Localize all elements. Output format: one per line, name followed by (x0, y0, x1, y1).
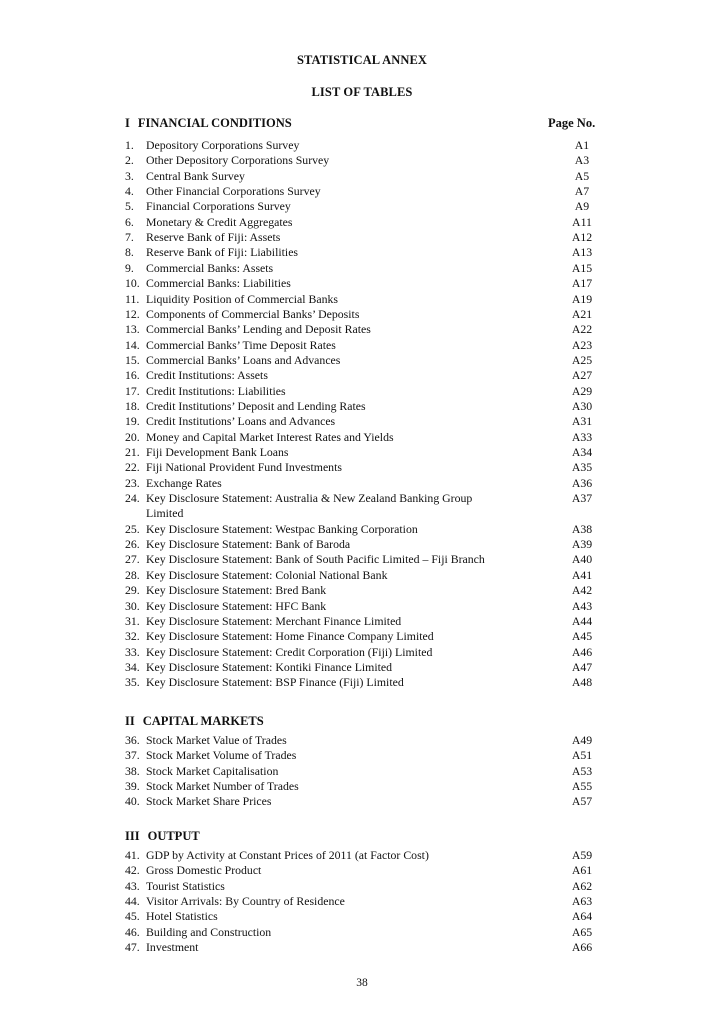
toc-row-title: Key Disclosure Statement: Colonial National Bank (146, 568, 388, 582)
toc-row-number: 15. (125, 353, 140, 367)
toc-row-page: A42 (571, 583, 593, 597)
toc-row-title: Stock Market Share Prices (146, 794, 272, 808)
toc-row-page: A3 (574, 153, 590, 167)
toc-row-title: Monetary & Credit Aggregates (146, 215, 293, 229)
toc-row (125, 599, 600, 614)
toc-row-title: Investment (146, 940, 199, 954)
toc-row (125, 894, 600, 909)
section-numeral: III (125, 829, 140, 843)
section-heading (125, 714, 264, 729)
toc-row (125, 384, 600, 399)
toc-row-page: A38 (571, 522, 593, 536)
toc-row-title: Building and Construction (146, 925, 272, 939)
toc-row (125, 460, 600, 475)
toc-row (125, 863, 600, 878)
toc-row (125, 675, 600, 690)
toc-row-number: 23. (125, 476, 140, 490)
toc-row-number: 34. (125, 660, 140, 674)
toc-row (125, 245, 600, 260)
toc-row-number: 27. (125, 552, 140, 566)
toc-row-number: 1. (125, 138, 134, 152)
toc-row-page: A22 (571, 322, 593, 336)
toc-row-number: 25. (125, 522, 140, 536)
toc-row-title: Fiji National Provident Fund Investments (146, 460, 342, 474)
toc-row-title: Key Disclosure Statement: Australia & New Zealand Banking Group (146, 491, 473, 505)
toc-row (125, 764, 600, 779)
toc-row (125, 848, 600, 863)
toc-row (125, 184, 600, 199)
toc-row (125, 552, 600, 567)
toc-row (125, 430, 600, 445)
toc-row-page: A34 (571, 445, 593, 459)
toc-row-title: Depository Corporations Survey (146, 138, 300, 152)
toc-row-page: A41 (571, 568, 593, 582)
section-name: FINANCIAL CONDITIONS (137, 116, 292, 130)
toc-row-number: 6. (125, 215, 134, 229)
toc-row-title: Money and Capital Market Interest Rates and Yields (146, 430, 394, 444)
list-of-tables-heading: LIST OF TABLES (311, 85, 413, 99)
toc-row-number: 46. (125, 925, 140, 939)
toc-row-number: 32. (125, 629, 140, 643)
toc-row-title: Credit Institutions’ Deposit and Lending Rates (146, 399, 366, 413)
toc-row-page: A53 (571, 764, 593, 778)
toc-row-page: A59 (571, 848, 593, 862)
toc-row-page: A7 (574, 184, 590, 198)
toc-row-number: 5. (125, 199, 134, 213)
toc-row-title: Stock Market Capitalisation (146, 764, 279, 778)
toc-row-title: Credit Institutions: Liabilities (146, 384, 286, 398)
toc-row-number: 35. (125, 675, 140, 689)
toc-row-title: Stock Market Volume of Trades (146, 748, 297, 762)
toc-row-page: A37 (571, 491, 593, 505)
section-name: CAPITAL MARKETS (142, 714, 264, 728)
toc-row-title: GDP by Activity at Constant Prices of 2011 (at Factor Cost) (146, 848, 429, 862)
toc-row-number: 21. (125, 445, 140, 459)
toc-row-number: 13. (125, 322, 140, 336)
toc-row-number: 12. (125, 307, 140, 321)
toc-row-page: A35 (571, 460, 593, 474)
toc-row-page: A21 (571, 307, 593, 321)
toc-row-page: A12 (571, 230, 593, 244)
toc-row-page: A5 (574, 169, 590, 183)
toc-row-page: A57 (571, 794, 593, 808)
toc-row-number: 24. (125, 491, 140, 505)
toc-row (125, 779, 600, 794)
toc-row-number: 22. (125, 460, 140, 474)
toc-row (125, 748, 600, 763)
toc-row-page: A64 (571, 909, 593, 923)
toc-row-page: A33 (571, 430, 593, 444)
toc-row (125, 491, 600, 506)
toc-row-title: Visitor Arrivals: By Country of Residence (146, 894, 345, 908)
toc-row-title: Gross Domestic Product (146, 863, 262, 877)
toc-row (125, 368, 600, 383)
toc-row (125, 660, 600, 675)
toc-row-page: A65 (571, 925, 593, 939)
toc-row-title: Commercial Banks’ Loans and Advances (146, 353, 341, 367)
toc-row-page: A55 (571, 779, 593, 793)
toc-row-number: 33. (125, 645, 140, 659)
toc-row-title: Key Disclosure Statement: Bred Bank (146, 583, 327, 597)
toc-row (125, 733, 600, 748)
toc-row-title: Key Disclosure Statement: HFC Bank (146, 599, 327, 613)
toc-row (125, 169, 600, 184)
toc-row-page: A61 (571, 863, 593, 877)
toc-row-number: 26. (125, 537, 140, 551)
toc-row-page: A1 (574, 138, 590, 152)
toc-row (125, 614, 600, 629)
toc-row (125, 940, 600, 955)
toc-row (125, 276, 600, 291)
toc-row (125, 794, 600, 809)
toc-row-page: A49 (571, 733, 593, 747)
toc-row-number: 16. (125, 368, 140, 382)
toc-row (125, 476, 600, 491)
toc-row-page: A17 (571, 276, 593, 290)
toc-row-title: Key Disclosure Statement: BSP Finance (Fiji) Limited (146, 675, 404, 689)
toc-row-page: A9 (574, 199, 590, 213)
toc-row-title: Tourist Statistics (146, 879, 225, 893)
toc-row-title: Key Disclosure Statement: Credit Corporation (Fiji) Limited (146, 645, 433, 659)
toc-row-title: Commercial Banks’ Time Deposit Rates (146, 338, 336, 352)
annex-title: STATISTICAL ANNEX (296, 53, 428, 67)
toc-row (125, 568, 600, 583)
toc-row (125, 292, 600, 307)
toc-row-number: 9. (125, 261, 134, 275)
toc-row (125, 522, 600, 537)
section-name: OUTPUT (147, 829, 200, 843)
toc-row-title: Reserve Bank of Fiji: Assets (146, 230, 281, 244)
section-heading (125, 829, 200, 844)
toc-row-page: A19 (571, 292, 593, 306)
toc-row-number: 41. (125, 848, 140, 862)
toc-row-number: 40. (125, 794, 140, 808)
toc-row-title: Key Disclosure Statement: Westpac Banking Corporation (146, 522, 418, 536)
toc-row-title: Exchange Rates (146, 476, 222, 490)
toc-row-title: Fiji Development Bank Loans (146, 445, 289, 459)
toc-row-title: Key Disclosure Statement: Bank of South Pacific Limited – Fiji Branch (146, 552, 485, 566)
section-heading (125, 116, 292, 131)
toc-row-page: A29 (571, 384, 593, 398)
toc-row-title: Credit Institutions’ Loans and Advances (146, 414, 336, 428)
toc-row-number: 44. (125, 894, 140, 908)
toc-row-number: 10. (125, 276, 140, 290)
toc-row-title: Central Bank Survey (146, 169, 245, 183)
toc-row (125, 583, 600, 598)
toc-row-title: Liquidity Position of Commercial Banks (146, 292, 339, 306)
toc-row (125, 230, 600, 245)
toc-row-number: 4. (125, 184, 134, 198)
toc-row-title: Commercial Banks: Assets (146, 261, 274, 275)
toc-row (125, 215, 600, 230)
toc-row-number: 43. (125, 879, 140, 893)
toc-row-number: 36. (125, 733, 140, 747)
toc-row-number: 30. (125, 599, 140, 613)
toc-row-page: A48 (571, 675, 593, 689)
toc-row-number: 7. (125, 230, 134, 244)
toc-row (125, 909, 600, 924)
toc-row-page: A23 (571, 338, 593, 352)
toc-row-number: 8. (125, 245, 134, 259)
toc-row-title-continuation: Limited (146, 506, 184, 520)
section-numeral: II (125, 714, 135, 728)
toc-row-page: A47 (571, 660, 593, 674)
toc-row-page: A25 (571, 353, 593, 367)
toc-row-number: 45. (125, 909, 140, 923)
toc-row-number: 14. (125, 338, 140, 352)
toc-row-page: A44 (571, 614, 593, 628)
toc-row-number: 37. (125, 748, 140, 762)
toc-row-number: 39. (125, 779, 140, 793)
toc-row (125, 414, 600, 429)
toc-row-page: A40 (571, 552, 593, 566)
toc-row-number: 18. (125, 399, 140, 413)
toc-row-number: 42. (125, 863, 140, 877)
toc-row-page: A30 (571, 399, 593, 413)
toc-row (125, 445, 600, 460)
toc-row (125, 199, 600, 214)
toc-row-number: 17. (125, 384, 140, 398)
toc-row-title: Other Financial Corporations Survey (146, 184, 321, 198)
toc-row-title: Key Disclosure Statement: Home Finance Company Limited (146, 629, 434, 643)
toc-row-title: Commercial Banks’ Lending and Deposit Rates (146, 322, 371, 336)
toc-row-title: Key Disclosure Statement: Kontiki Finance Limited (146, 660, 393, 674)
toc-row-title: Reserve Bank of Fiji: Liabilities (146, 245, 299, 259)
section-numeral: I (125, 116, 130, 130)
toc-row-title: Other Depository Corporations Survey (146, 153, 330, 167)
toc-row-title: Stock Market Number of Trades (146, 779, 299, 793)
toc-row-number: 29. (125, 583, 140, 597)
toc-row-number: 47. (125, 940, 140, 954)
toc-row (125, 399, 600, 414)
page-footer-number: 38 (356, 977, 368, 989)
toc-row (125, 153, 600, 168)
toc-row-title: Financial Corporations Survey (146, 199, 291, 213)
toc-row-number: 2. (125, 153, 134, 167)
toc-row-number: 20. (125, 430, 140, 444)
toc-row-page: A46 (571, 645, 593, 659)
toc-row-number: 19. (125, 414, 140, 428)
toc-row (125, 338, 600, 353)
toc-row (125, 307, 600, 322)
page-number-column-heading: Page No. (548, 116, 596, 130)
toc-row (125, 322, 600, 337)
toc-row (125, 537, 600, 552)
toc-row (125, 138, 600, 153)
toc-row-page: A63 (571, 894, 593, 908)
toc-row-page: A62 (571, 879, 593, 893)
toc-row-title: Commercial Banks: Liabilities (146, 276, 291, 290)
toc-row-page: A39 (571, 537, 593, 551)
toc-row (125, 925, 600, 940)
toc-row-page: A36 (571, 476, 593, 490)
toc-row-title: Stock Market Value of Trades (146, 733, 287, 747)
toc-row-number: 38. (125, 764, 140, 778)
toc-row (125, 879, 600, 894)
toc-row (125, 261, 600, 276)
toc-row (125, 645, 600, 660)
toc-row-page: A66 (571, 940, 593, 954)
toc-row-title: Key Disclosure Statement: Merchant Finance Limited (146, 614, 402, 628)
toc-row-page: A31 (571, 414, 593, 428)
toc-row-number: 28. (125, 568, 140, 582)
toc-row-number: 3. (125, 169, 134, 183)
toc-row-page: A51 (571, 748, 593, 762)
toc-row-page: A13 (571, 245, 593, 259)
toc-row-page: A15 (571, 261, 593, 275)
toc-row-page: A27 (571, 368, 593, 382)
toc-row-page: A43 (571, 599, 593, 613)
toc-row-title: Credit Institutions: Assets (146, 368, 268, 382)
toc-row-number: 11. (125, 292, 140, 306)
toc-row-page: A11 (572, 215, 592, 229)
toc-row-title: Components of Commercial Banks’ Deposits (146, 307, 360, 321)
toc-row (125, 629, 600, 644)
toc-row (125, 353, 600, 368)
toc-row-number: 31. (125, 614, 140, 628)
toc-row-title: Key Disclosure Statement: Bank of Baroda (146, 537, 351, 551)
toc-row-title: Hotel Statistics (146, 909, 218, 923)
toc-row-page: A45 (571, 629, 593, 643)
